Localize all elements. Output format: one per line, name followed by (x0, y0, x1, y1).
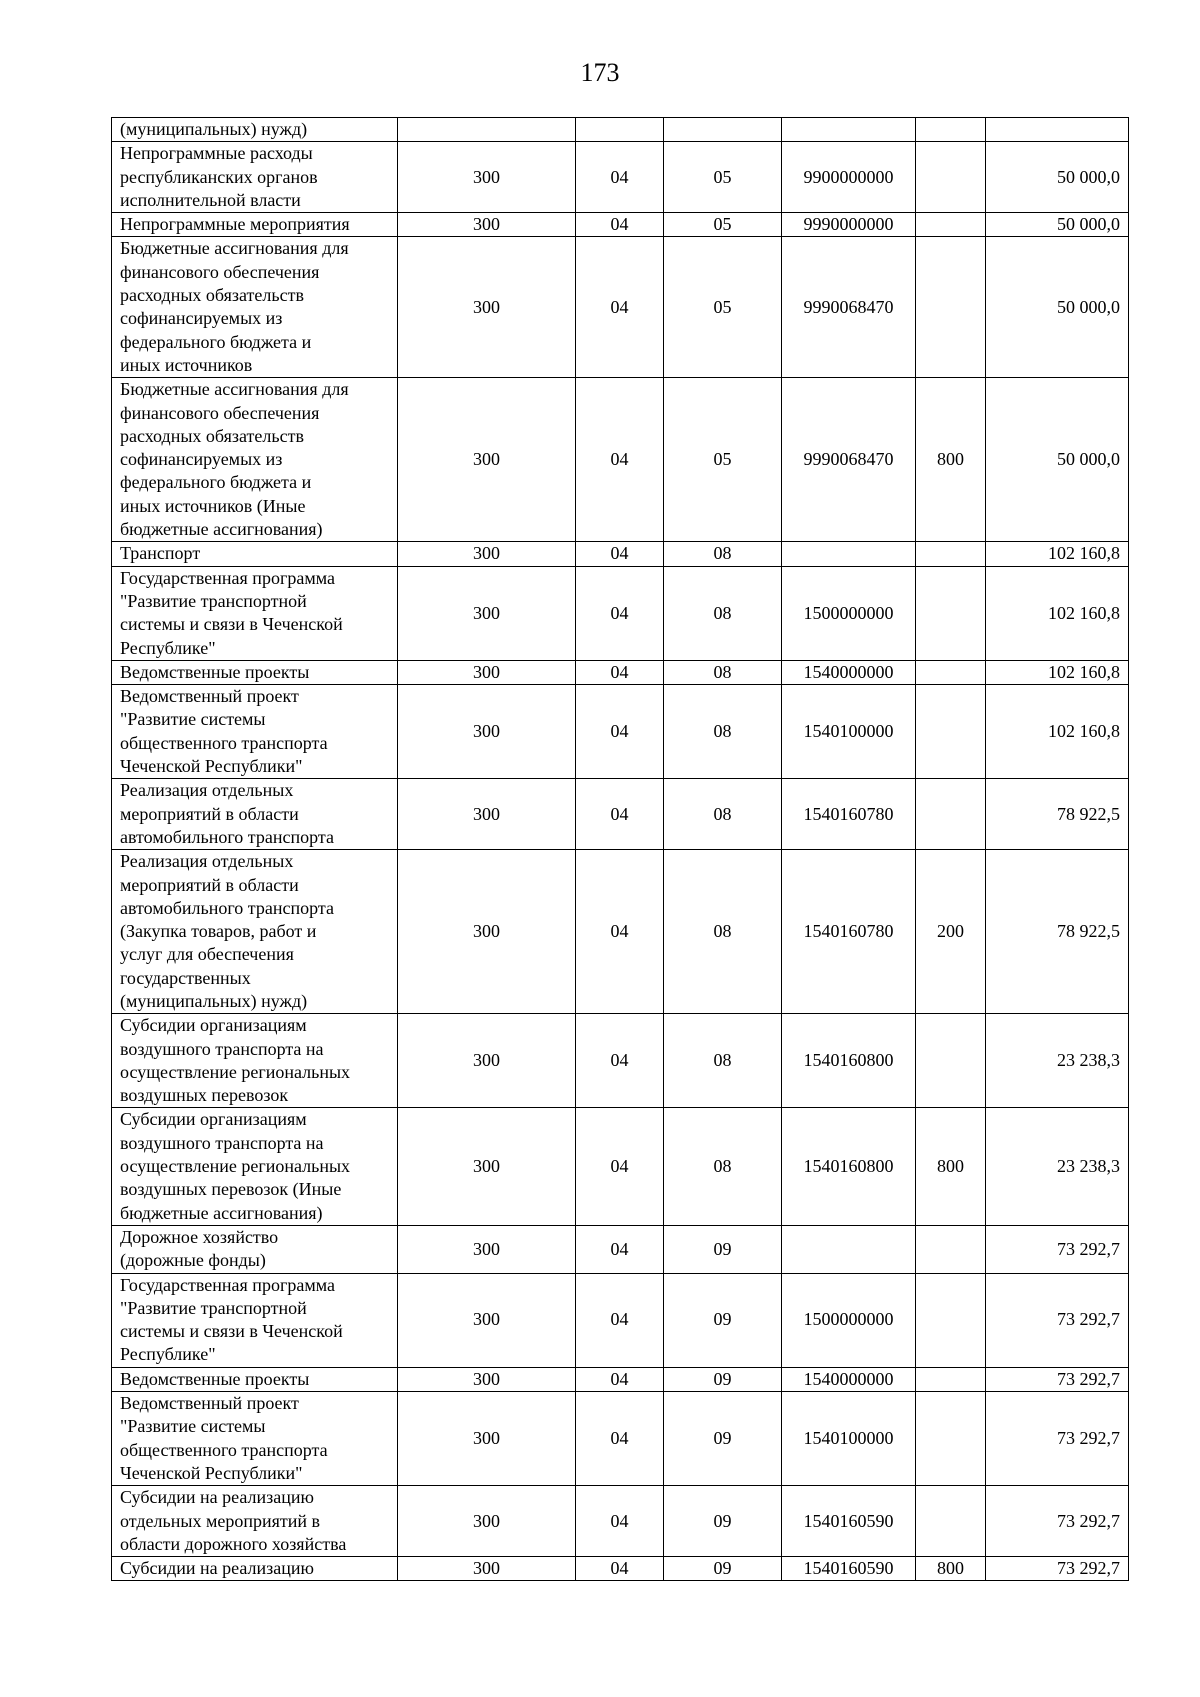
target-article-code-cell (782, 542, 916, 566)
table-row (112, 850, 1129, 1014)
division-code-cell: 04 (576, 1486, 664, 1557)
subdivision-code-cell: 08 (664, 566, 782, 660)
section-code-cell: 300 (398, 685, 576, 779)
expense-type-code-cell (916, 1225, 986, 1273)
target-article-code-cell: 1540100000 (782, 1392, 916, 1486)
item-name-line: Реализация отдельных (120, 780, 294, 801)
item-name-line: (дорожные фонды) (120, 1250, 266, 1271)
division-code-cell: 04 (576, 213, 664, 237)
section-code-cell: 300 (398, 1392, 576, 1486)
division-code-cell: 04 (576, 1273, 664, 1367)
item-name-line: государственных (120, 967, 251, 988)
target-article-code-cell: 1540160590 (782, 1557, 916, 1581)
target-article-code-cell: 9990068470 (782, 378, 916, 542)
item-name-line: исполнительной власти (120, 189, 301, 210)
table-row (112, 1392, 1129, 1486)
table-row (112, 378, 1129, 542)
division-code-cell: 04 (576, 660, 664, 684)
item-name-line: "Развитие транспортной (120, 1297, 307, 1318)
division-code-cell: 04 (576, 850, 664, 1014)
division-code-cell: 04 (576, 1557, 664, 1581)
target-article-code-cell: 1540160590 (782, 1486, 916, 1557)
expense-type-code-cell (916, 566, 986, 660)
target-article-code-cell: 9900000000 (782, 142, 916, 213)
item-name-line: (Закупка товаров, работ и (120, 921, 317, 942)
amount-cell: 73 292,7 (986, 1486, 1129, 1557)
table-row (112, 542, 1129, 566)
table-row (112, 660, 1129, 684)
item-name-cell (112, 1108, 398, 1225)
item-name-line: Субсидии на реализацию (120, 1558, 314, 1579)
item-name-cell (112, 378, 398, 542)
expense-type-code-cell (916, 542, 986, 566)
table-row (112, 1486, 1129, 1557)
target-article-code-cell: 1500000000 (782, 1273, 916, 1367)
amount-cell: 73 292,7 (986, 1557, 1129, 1581)
subdivision-code-cell: 05 (664, 237, 782, 378)
target-article-code-cell: 9990000000 (782, 213, 916, 237)
expense-type-code-cell (916, 1367, 986, 1391)
subdivision-code-cell: 05 (664, 378, 782, 542)
item-name-line: расходных обязательств (120, 425, 304, 446)
expense-type-code-cell (916, 779, 986, 850)
item-name-line: бюджетные ассигнования) (120, 519, 323, 540)
page-number: 173 (580, 58, 620, 87)
item-name-line: Чеченской Республики" (120, 756, 303, 777)
item-name-line: Государственная программа (120, 567, 335, 588)
item-name-cell (112, 237, 398, 378)
expense-type-code-cell (916, 118, 986, 142)
expense-type-code-cell (916, 685, 986, 779)
amount-cell: 102 160,8 (986, 660, 1129, 684)
division-code-cell: 04 (576, 542, 664, 566)
item-name-line: Бюджетные ассигнования для (120, 238, 349, 259)
item-name-cell (112, 779, 398, 850)
table-row (112, 1108, 1129, 1225)
section-code-cell: 300 (398, 660, 576, 684)
item-name-line: финансового обеспечения (120, 402, 320, 423)
section-code-cell: 300 (398, 1014, 576, 1108)
item-name-line: воздушных перевозок (Иные (120, 1179, 342, 1200)
item-name-cell (112, 542, 398, 566)
table-row (112, 1225, 1129, 1273)
subdivision-code-cell: 08 (664, 779, 782, 850)
section-code-cell: 300 (398, 566, 576, 660)
target-article-code-cell (782, 118, 916, 142)
item-name-line: Непрограммные мероприятия (120, 214, 350, 235)
table-row (112, 779, 1129, 850)
item-name-line: Республике" (120, 637, 216, 658)
amount-cell: 73 292,7 (986, 1367, 1129, 1391)
item-name-line: системы и связи в Чеченской (120, 614, 343, 635)
amount-cell: 73 292,7 (986, 1273, 1129, 1367)
table-row (112, 142, 1129, 213)
expense-type-code-cell: 800 (916, 1557, 986, 1581)
table-row (112, 1367, 1129, 1391)
item-name-line: федерального бюджета и (120, 331, 312, 352)
expense-type-code-cell: 200 (916, 850, 986, 1014)
item-name-line: Непрограммные расходы (120, 143, 313, 164)
table-row (112, 118, 1129, 142)
item-name-line: "Развитие системы (120, 1416, 266, 1437)
item-name-cell (112, 1392, 398, 1486)
amount-cell: 102 160,8 (986, 685, 1129, 779)
subdivision-code-cell: 08 (664, 660, 782, 684)
table-row (112, 685, 1129, 779)
division-code-cell (576, 118, 664, 142)
division-code-cell: 04 (576, 685, 664, 779)
table-row (112, 1014, 1129, 1108)
item-name-line: воздушного транспорта на (120, 1132, 324, 1153)
item-name-line: расходных обязательств (120, 285, 304, 306)
item-name-line: Чеченской Республики" (120, 1462, 303, 1483)
item-name-line: финансового обеспечения (120, 261, 320, 282)
item-name-line: общественного транспорта (120, 732, 328, 753)
subdivision-code-cell: 08 (664, 1108, 782, 1225)
table-row (112, 1273, 1129, 1367)
item-name-line: системы и связи в Чеченской (120, 1321, 343, 1342)
amount-cell (986, 118, 1129, 142)
budget-table (111, 117, 1129, 1581)
division-code-cell: 04 (576, 1108, 664, 1225)
section-code-cell: 300 (398, 542, 576, 566)
item-name-cell (112, 1014, 398, 1108)
subdivision-code-cell: 05 (664, 142, 782, 213)
item-name-line: республиканских органов (120, 166, 318, 187)
section-code-cell: 300 (398, 1486, 576, 1557)
amount-cell: 50 000,0 (986, 378, 1129, 542)
subdivision-code-cell: 09 (664, 1392, 782, 1486)
amount-cell: 23 238,3 (986, 1108, 1129, 1225)
target-article-code-cell: 1540160800 (782, 1108, 916, 1225)
section-code-cell: 300 (398, 213, 576, 237)
target-article-code-cell: 1540160800 (782, 1014, 916, 1108)
item-name-line: осуществление региональных (120, 1156, 351, 1177)
item-name-cell (112, 660, 398, 684)
section-code-cell: 300 (398, 237, 576, 378)
item-name-cell (112, 850, 398, 1014)
item-name-line: Ведомственные проекты (120, 661, 310, 682)
item-name-cell (112, 1557, 398, 1581)
item-name-cell (112, 142, 398, 213)
amount-cell: 23 238,3 (986, 1014, 1129, 1108)
item-name-line: Субсидии организациям (120, 1109, 307, 1130)
section-code-cell: 300 (398, 1225, 576, 1273)
item-name-line: (муниципальных) нужд) (120, 119, 308, 139)
item-name-line: "Развитие транспортной (120, 590, 307, 611)
target-article-code-cell: 1500000000 (782, 566, 916, 660)
item-name-line: Реализация отдельных (120, 851, 294, 872)
item-name-cell (112, 213, 398, 237)
section-code-cell: 300 (398, 378, 576, 542)
section-code-cell: 300 (398, 1557, 576, 1581)
item-name-line: общественного транспорта (120, 1439, 328, 1460)
expense-type-code-cell (916, 1273, 986, 1367)
item-name-line: софинансируемых из (120, 449, 283, 470)
item-name-line: отдельных мероприятий в (120, 1510, 321, 1531)
division-code-cell: 04 (576, 566, 664, 660)
division-code-cell: 04 (576, 237, 664, 378)
expense-type-code-cell (916, 660, 986, 684)
item-name-line: Субсидии на реализацию (120, 1487, 314, 1508)
item-name-line: Бюджетные ассигнования для (120, 379, 349, 400)
section-code-cell: 300 (398, 1108, 576, 1225)
item-name-line: мероприятий в области (120, 874, 299, 895)
expense-type-code-cell (916, 1014, 986, 1108)
subdivision-code-cell: 09 (664, 1225, 782, 1273)
division-code-cell: 04 (576, 378, 664, 542)
item-name-line: Субсидии организациям (120, 1015, 307, 1036)
subdivision-code-cell: 08 (664, 542, 782, 566)
expense-type-code-cell (916, 1486, 986, 1557)
item-name-cell (112, 1273, 398, 1367)
item-name-line: "Развитие системы (120, 709, 266, 730)
item-name-line: воздушных перевозок (120, 1085, 289, 1106)
amount-cell: 50 000,0 (986, 237, 1129, 378)
section-code-cell: 300 (398, 850, 576, 1014)
item-name-line: Ведомственный проект (120, 686, 299, 707)
expense-type-code-cell (916, 237, 986, 378)
amount-cell: 78 922,5 (986, 779, 1129, 850)
amount-cell: 50 000,0 (986, 213, 1129, 237)
target-article-code-cell (782, 1225, 916, 1273)
item-name-line: Ведомственные проекты (120, 1368, 310, 1389)
subdivision-code-cell (664, 118, 782, 142)
item-name-line: бюджетные ассигнования) (120, 1202, 323, 1223)
item-name-line: Республике" (120, 1344, 216, 1365)
item-name-cell (112, 1225, 398, 1273)
item-name-line: осуществление региональных (120, 1061, 351, 1082)
item-name-cell (112, 1367, 398, 1391)
table-body (112, 118, 1129, 1581)
table-row (112, 1557, 1129, 1581)
expense-type-code-cell (916, 142, 986, 213)
target-article-code-cell: 1540000000 (782, 1367, 916, 1391)
item-name-cell (112, 685, 398, 779)
item-name-line: Дорожное хозяйство (120, 1226, 279, 1247)
division-code-cell: 04 (576, 779, 664, 850)
expense-type-code-cell: 800 (916, 378, 986, 542)
division-code-cell: 04 (576, 1225, 664, 1273)
item-name-cell (112, 118, 398, 142)
target-article-code-cell: 9990068470 (782, 237, 916, 378)
item-name-line: воздушного транспорта на (120, 1038, 324, 1059)
expense-type-code-cell (916, 213, 986, 237)
subdivision-code-cell: 09 (664, 1367, 782, 1391)
subdivision-code-cell: 09 (664, 1486, 782, 1557)
item-name-line: Государственная программа (120, 1274, 335, 1295)
item-name-line: (муниципальных) нужд) (120, 990, 308, 1011)
amount-cell: 102 160,8 (986, 566, 1129, 660)
subdivision-code-cell: 05 (664, 213, 782, 237)
target-article-code-cell: 1540000000 (782, 660, 916, 684)
item-name-line: софинансируемых из (120, 308, 283, 329)
item-name-line: услуг для обеспечения (120, 944, 294, 965)
amount-cell: 73 292,7 (986, 1225, 1129, 1273)
division-code-cell: 04 (576, 142, 664, 213)
subdivision-code-cell: 09 (664, 1557, 782, 1581)
section-code-cell: 300 (398, 779, 576, 850)
item-name-line: федерального бюджета и (120, 472, 312, 493)
table-row (112, 213, 1129, 237)
division-code-cell: 04 (576, 1392, 664, 1486)
item-name-cell (112, 1486, 398, 1557)
target-article-code-cell: 1540160780 (782, 779, 916, 850)
section-code-cell (398, 118, 576, 142)
item-name-line: иных источников (Иные (120, 495, 306, 516)
amount-cell: 78 922,5 (986, 850, 1129, 1014)
item-name-cell (112, 566, 398, 660)
item-name-line: автомобильного транспорта (120, 897, 334, 918)
item-name-line: иных источников (120, 354, 253, 375)
table-row (112, 237, 1129, 378)
target-article-code-cell: 1540160780 (782, 850, 916, 1014)
amount-cell: 73 292,7 (986, 1392, 1129, 1486)
item-name-line: мероприятий в области (120, 803, 299, 824)
division-code-cell: 04 (576, 1014, 664, 1108)
item-name-line: области дорожного хозяйства (120, 1533, 347, 1554)
target-article-code-cell: 1540100000 (782, 685, 916, 779)
section-code-cell: 300 (398, 1273, 576, 1367)
division-code-cell: 04 (576, 1367, 664, 1391)
subdivision-code-cell: 09 (664, 1273, 782, 1367)
subdivision-code-cell: 08 (664, 685, 782, 779)
item-name-line: Транспорт (120, 543, 201, 564)
item-name-line: автомобильного транспорта (120, 826, 334, 847)
section-code-cell: 300 (398, 1367, 576, 1391)
expense-type-code-cell: 800 (916, 1108, 986, 1225)
table-row (112, 566, 1129, 660)
amount-cell: 102 160,8 (986, 542, 1129, 566)
item-name-line: Ведомственный проект (120, 1393, 299, 1414)
subdivision-code-cell: 08 (664, 850, 782, 1014)
amount-cell: 50 000,0 (986, 142, 1129, 213)
expense-type-code-cell (916, 1392, 986, 1486)
subdivision-code-cell: 08 (664, 1014, 782, 1108)
section-code-cell: 300 (398, 142, 576, 213)
